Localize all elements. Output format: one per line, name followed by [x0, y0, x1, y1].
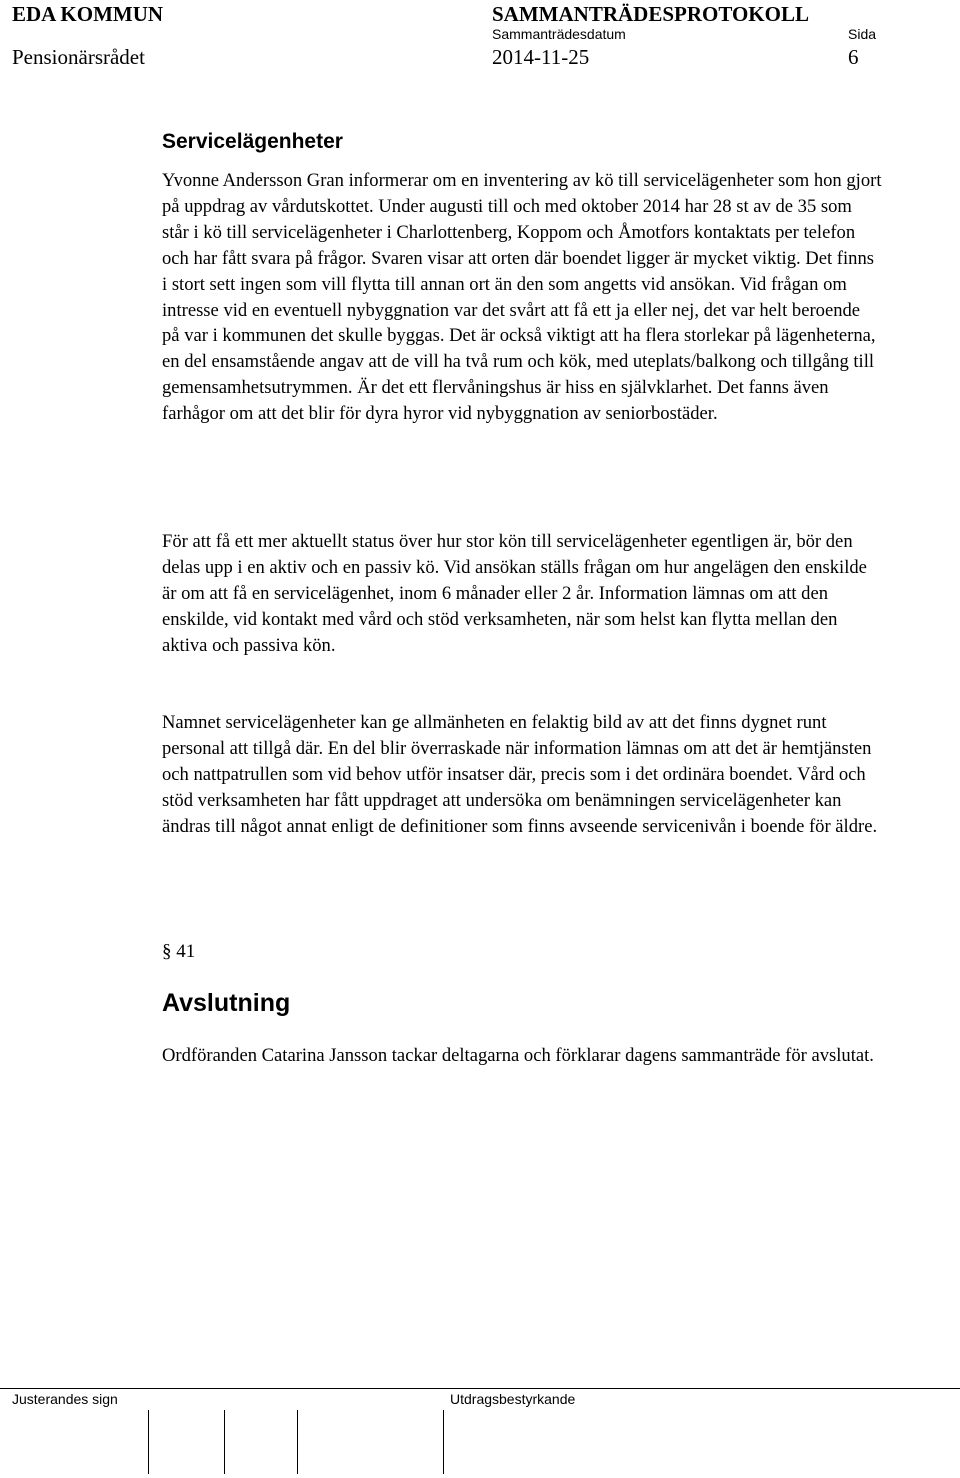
municipality-name: EDA KOMMUN	[12, 2, 164, 26]
signature-box-divider	[443, 1410, 444, 1474]
page-number: 6	[848, 45, 859, 69]
signature-label: Justerandes sign	[12, 1391, 118, 1407]
footer-divider	[0, 1388, 960, 1389]
certification-label: Utdragsbestyrkande	[450, 1391, 576, 1407]
page-number-label: Sida	[848, 26, 877, 42]
section-heading: Servicelägenheter	[162, 130, 343, 153]
signature-box-divider	[224, 1410, 225, 1474]
meeting-date: 2014-11-25	[492, 45, 590, 69]
body-paragraph: Yvonne Andersson Gran informerar om en inventering av kö till servicelägenheter som hon gjort på uppdrag av vårdutskottet. Under augusti till och med oktober 2014 har 28 st av de 35 som står i kö till servicelägenheter i Charlottenberg, Koppom och Åmotfors kontaktats per telefon och har fått svara på frågor. Svaren visar att orten där boendet ligger är mycket viktig. Det finns i stort sett ingen som vill flytta till annan ort än den som angetts vid ansökan. Vid frågan om intresse vid en eventuell nybyggnation var det svårt att få ett ja eller nej, det var helt beroende på var i kommunen det skulle byggas. Det är också viktigt att ha flera storlekar på lägenheterna, en del ensamstående angav att de vill ha två rum och kök, med uteplats/balkong och tillgång till gemensamhetsutrymmen. Är det ett flervåningshus är hiss en självklarhet. Det fanns även farhågor om att det blir för dyra hyror vid nybyggnation av seniorbostäder.	[162, 170, 882, 425]
body-paragraph: Namnet servicelägenheter kan ge allmänheten en felaktig bild av att det finns dygnet runt personal att tillgå där. En del blir överraskade när information lämnas om att det är hemtjänsten och nattpatrullen som vid behov utför insatser där, precis som i det ordinära boendet. Vård och stöd verksamheten har fått uppdraget att undersöka om benämningen servicelägenheter kan ändras till något annat enligt de definitioner som finns avseende servicenivån i boende för äldre.	[162, 712, 878, 837]
paragraph-number: § 41	[162, 941, 196, 962]
section-heading: Avslutning	[162, 989, 291, 1017]
signature-box-divider	[148, 1410, 149, 1474]
signature-box-divider	[297, 1410, 298, 1474]
document-type: SAMMANTRÄDESPROTOKOLL	[492, 2, 809, 26]
meeting-date-label: Sammanträdesdatum	[492, 26, 626, 42]
body-paragraph: För att få ett mer aktuellt status över hur stor kön till servicelägenheter egentligen är, bör den delas upp i en aktiv och en passiv kö. Vid ansökan ställs frågan om hur angelägen den enskilde är om att få en servicelägenhet, inom 6 månader eller 2 år. Information lämnas om att den enskilde, vid kontakt med vård och stöd verksamheten, när som helst kan flytta mellan den aktiva och passiva kön.	[162, 531, 867, 656]
council-name: Pensionärsrådet	[12, 45, 145, 69]
body-paragraph: Ordföranden Catarina Jansson tackar deltagarna och förklarar dagens sammanträde för avslutat.	[162, 1045, 874, 1066]
